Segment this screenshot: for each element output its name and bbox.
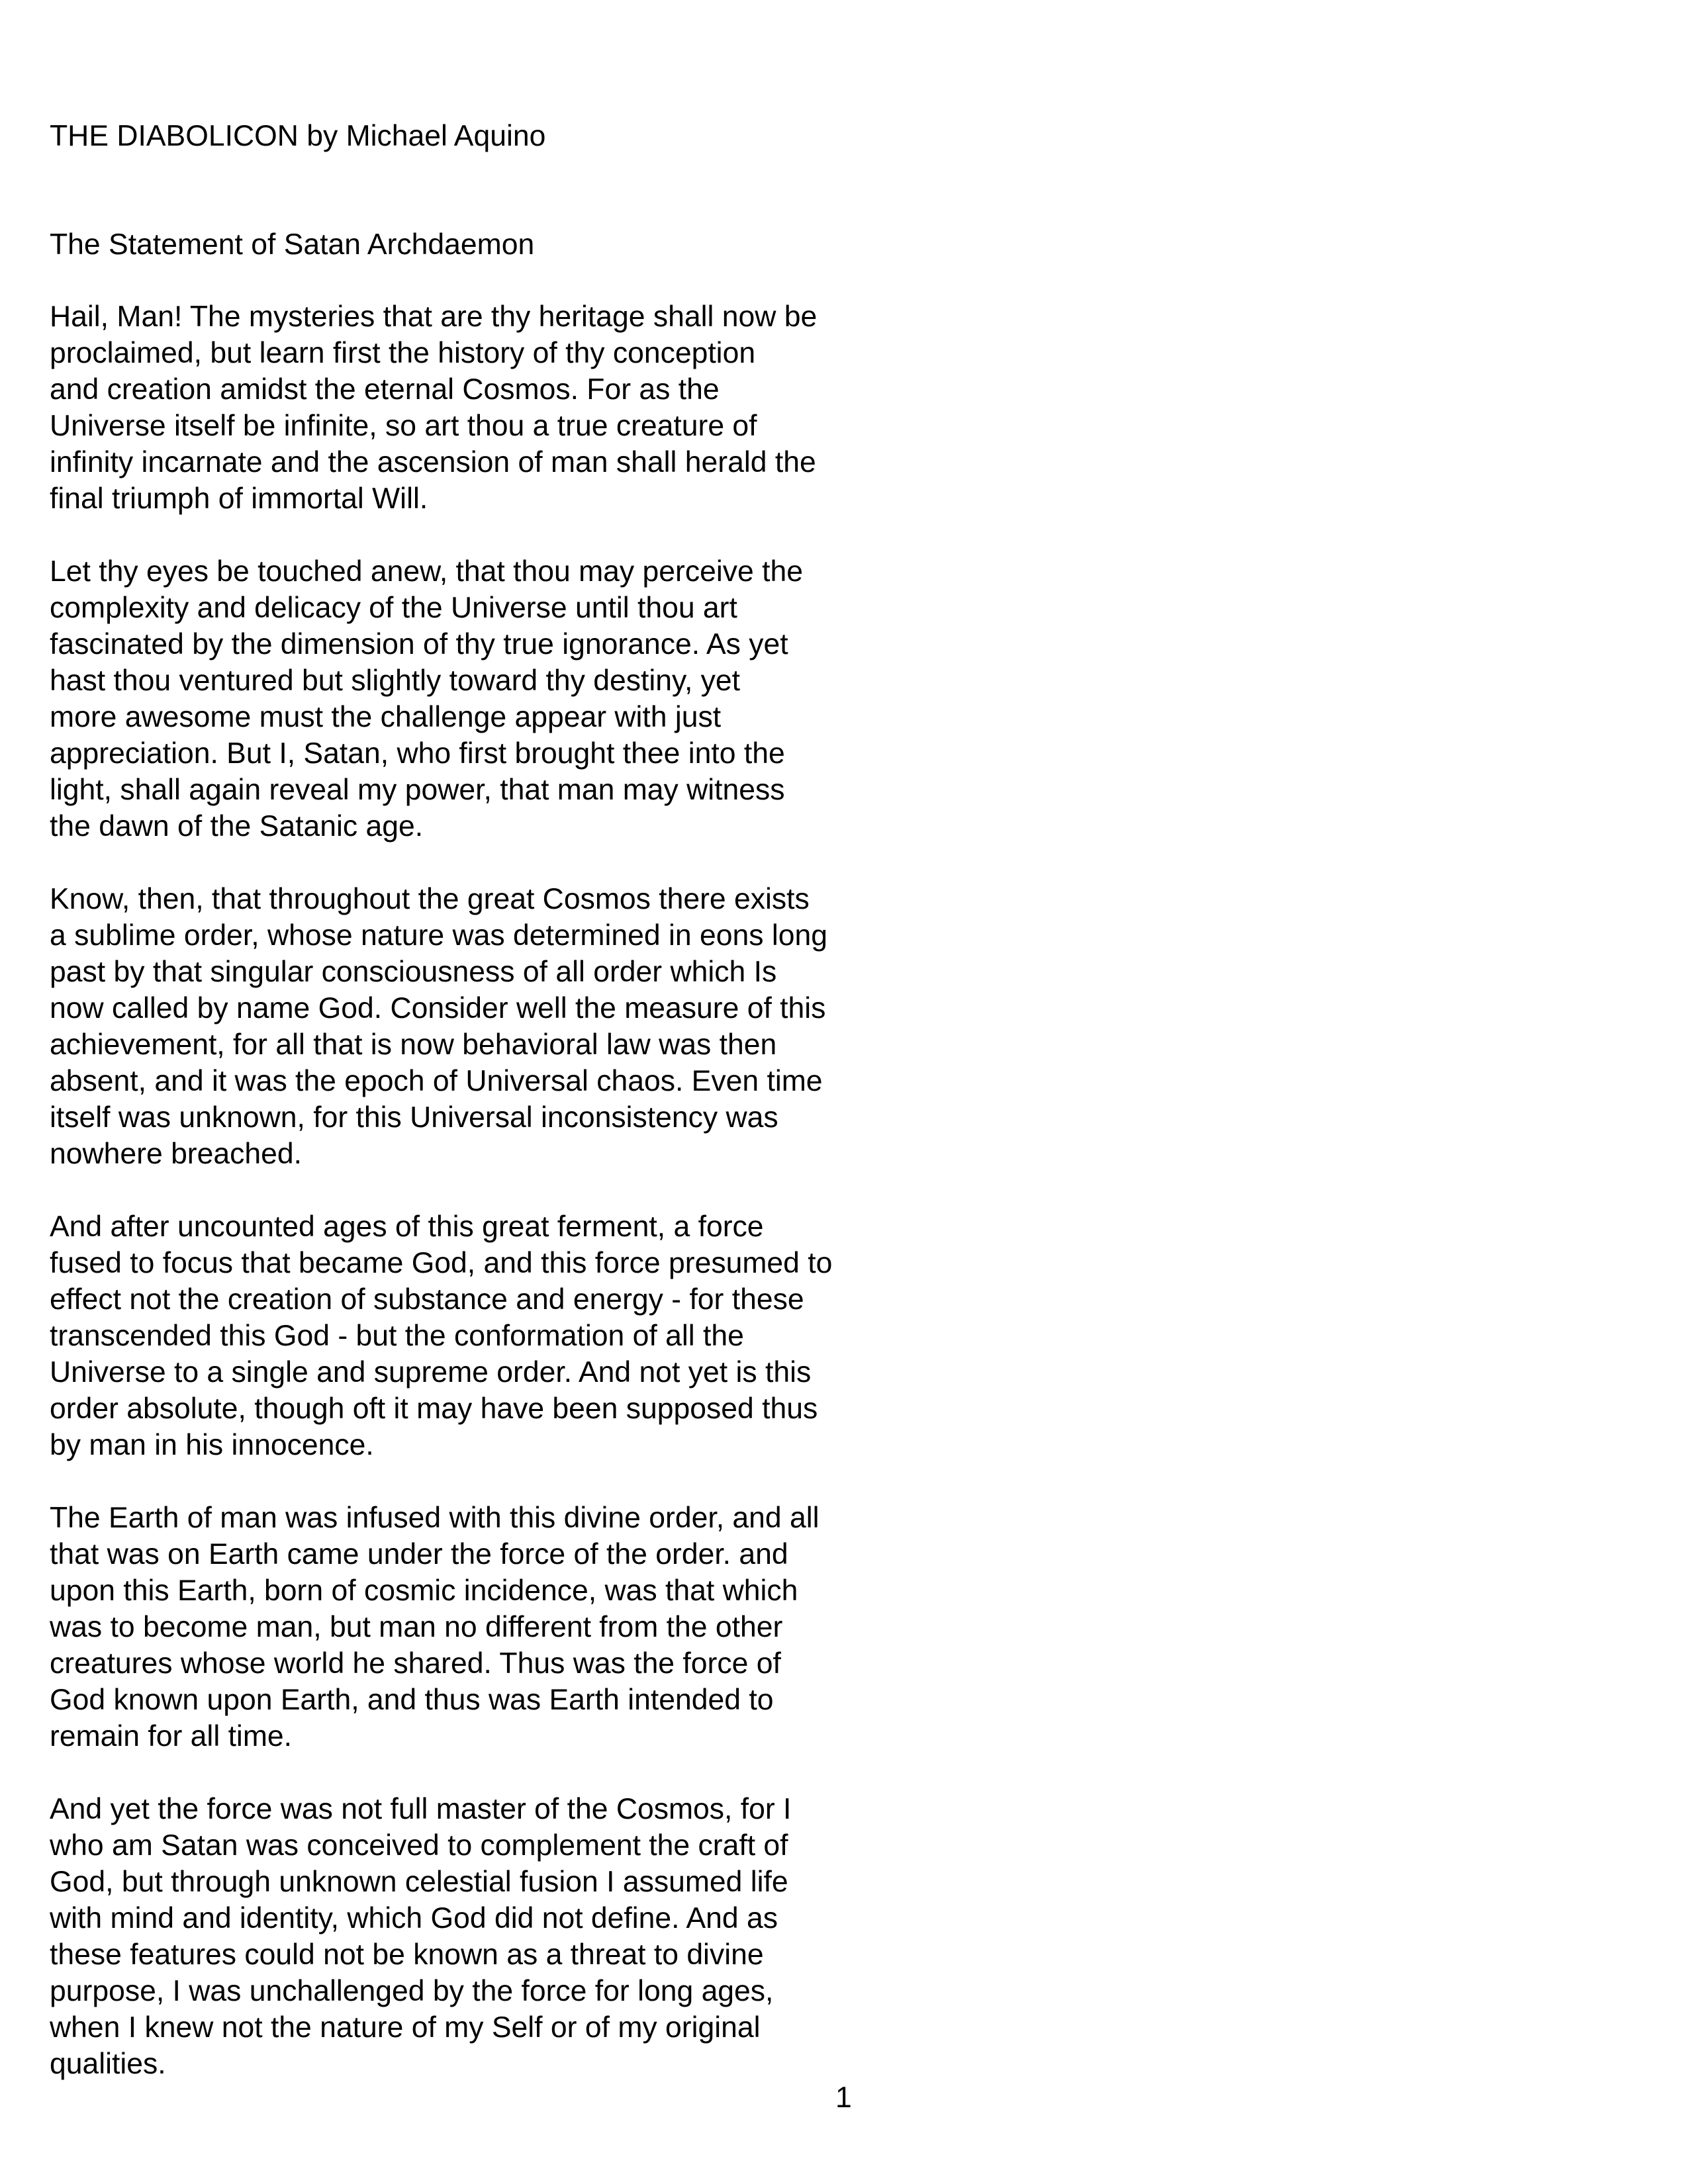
text-line: upon this Earth, born of cosmic incidence, was that which <box>50 1574 798 1607</box>
paragraph <box>50 881 897 1172</box>
text-line: appreciation. But I, Satan, who first brought thee into the <box>50 737 785 770</box>
text-line: hast thou ventured but slightly toward thy destiny, yet <box>50 664 741 697</box>
text-line: Know, then, that throughout the great Cosmos there exists <box>50 883 810 915</box>
text-line: God known upon Earth, and thus was Earth intended to <box>50 1684 774 1716</box>
text-line: infinity incarnate and the ascension of man shall herald the <box>50 446 816 478</box>
text-line: complexity and delicacy of the Universe until thou art <box>50 592 737 624</box>
text-line: fascinated by the dimension of thy true ignorance. As yet <box>50 628 788 660</box>
paragraph <box>50 298 897 517</box>
text-line: that was on Earth came under the force of the order. and <box>50 1538 788 1570</box>
text-line: creatures whose world he shared. Thus was the force of <box>50 1647 781 1680</box>
paragraph <box>50 1791 897 2082</box>
text-line: by man in his innocence. <box>50 1429 374 1461</box>
section-heading: The Statement of Satan Archdaemon <box>50 228 535 261</box>
text-line: itself was unknown, for this Universal inconsistency was <box>50 1101 778 1134</box>
text-line: fused to focus that became God, and this force presumed to <box>50 1247 833 1279</box>
text-line: effect not the creation of substance and energy - for these <box>50 1283 804 1316</box>
text-line: remain for all time. <box>50 1720 292 1752</box>
text-line: achievement, for all that is now behavioral law was then <box>50 1028 777 1061</box>
paragraph <box>50 553 897 844</box>
text-line: past by that singular consciousness of all order which Is <box>50 956 777 988</box>
text-line: absent, and it was the epoch of Universal chaos. Even time <box>50 1065 823 1097</box>
text-line: And yet the force was not full master of the Cosmos, for I <box>50 1793 792 1825</box>
body-text <box>50 298 897 2118</box>
paragraph <box>50 1208 897 1463</box>
text-line: qualities. <box>50 2048 166 2080</box>
text-line: nowhere breached. <box>50 1138 302 1170</box>
paragraph <box>50 1500 897 1754</box>
text-line: a sublime order, whose nature was determined in eons long <box>50 919 827 952</box>
text-line: Universe to a single and supreme order. And not yet is this <box>50 1356 812 1388</box>
text-line: final triumph of immortal Will. <box>50 482 428 515</box>
text-line: and creation amidst the eternal Cosmos. For as the <box>50 373 720 406</box>
text-line: with mind and identity, which God did not define. And as <box>50 1902 778 1934</box>
page-number: 1 <box>835 2081 852 2114</box>
text-line: these features could not be known as a threat to divine <box>50 1938 764 1971</box>
text-line: God, but through unknown celestial fusion I assumed life <box>50 1866 788 1898</box>
text-line: who am Satan was conceived to complement the craft of <box>50 1829 788 1862</box>
text-line: light, shall again reveal my power, that man may witness <box>50 774 785 806</box>
text-line: more awesome must the challenge appear with just <box>50 701 722 733</box>
text-line: when I knew not the nature of my Self or of my original <box>50 2011 761 2044</box>
text-line: transcended this God - but the conformation of all the <box>50 1320 744 1352</box>
text-line: proclaimed, but learn first the history of thy conception <box>50 337 756 369</box>
text-line: order absolute, though oft it may have been supposed thus <box>50 1392 818 1425</box>
text-line: purpose, I was unchallenged by the force for long ages, <box>50 1975 774 2007</box>
text-line: The Earth of man was infused with this divine order, and all <box>50 1502 820 1534</box>
text-line: was to become man, but man no different from the other <box>50 1611 783 1643</box>
text-line: Hail, Man! The mysteries that are thy heritage shall now be <box>50 300 818 333</box>
text-line: now called by name God. Consider well the measure of this <box>50 992 826 1024</box>
text-line: Let thy eyes be touched anew, that thou may perceive the <box>50 555 803 588</box>
text-line: Universe itself be infinite, so art thou a true creature of <box>50 410 757 442</box>
document-title: THE DIABOLICON by Michael Aquino <box>50 120 546 152</box>
text-line: the dawn of the Satanic age. <box>50 810 424 842</box>
text-line: And after uncounted ages of this great ferment, a force <box>50 1210 764 1243</box>
